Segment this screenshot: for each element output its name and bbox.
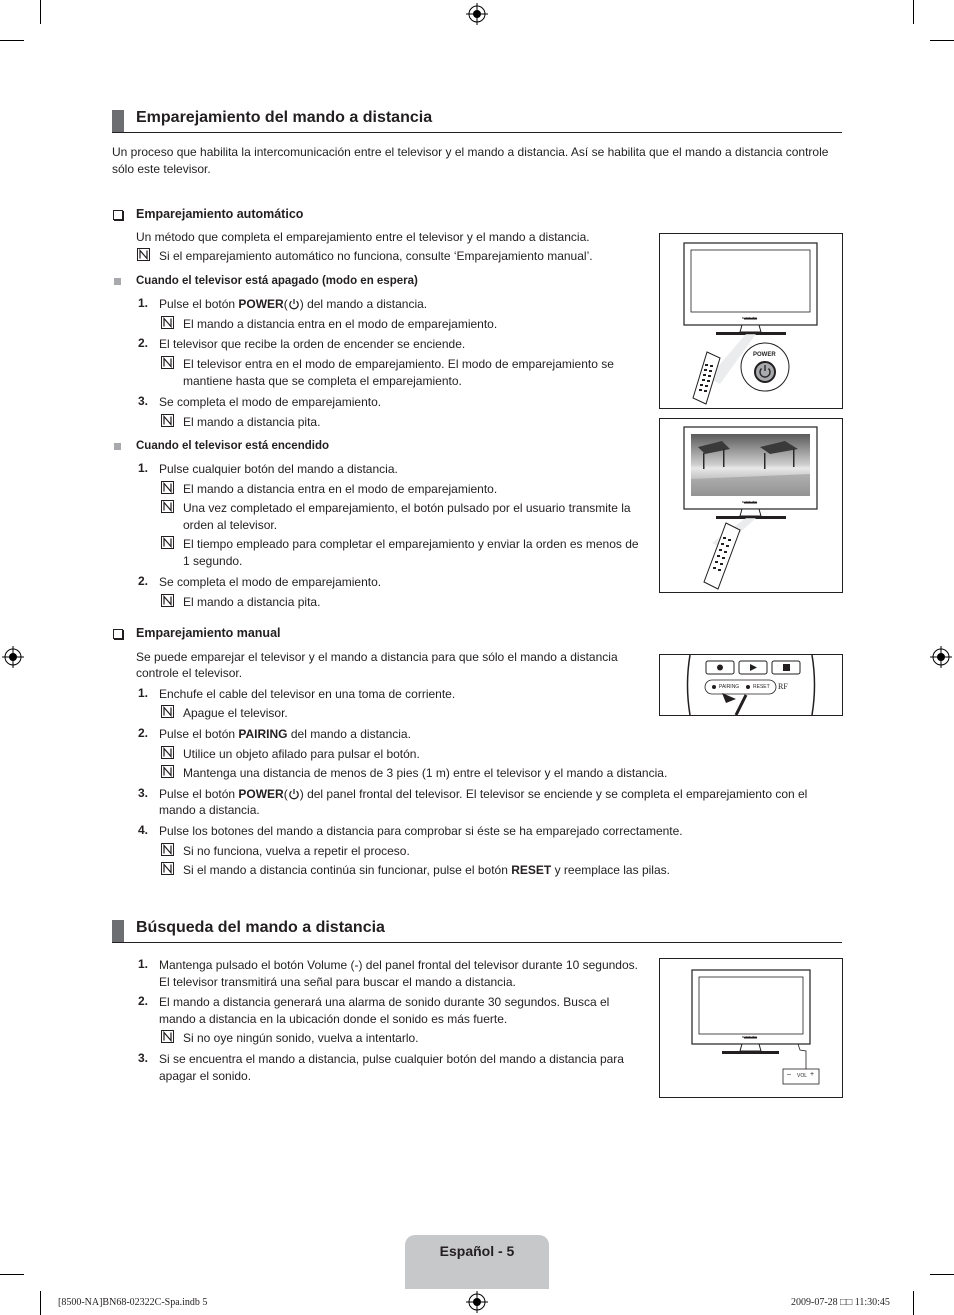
crop-mark <box>913 0 914 24</box>
figure-tv-on <box>659 418 843 593</box>
figure-tv-volume <box>659 958 843 1098</box>
standby-heading: Cuando el televisor está apagado (modo en espera) <box>136 275 418 287</box>
figure-pairing-button <box>659 654 843 716</box>
note-icon <box>161 536 174 549</box>
checkbox-bullet-icon <box>113 210 123 220</box>
registration-mark-icon <box>466 1291 488 1313</box>
crop-mark <box>913 1291 914 1315</box>
vol-minus: – <box>787 1071 791 1078</box>
search-note: Si no oye ningún sonido, vuelva a intentarlo. <box>183 1031 419 1045</box>
standby-note: El mando a distancia entra en el modo de emparejamiento. <box>183 317 498 331</box>
standby-note: mantiene hasta que se completa el emparejamiento. <box>183 374 462 388</box>
power-symbol-icon <box>288 298 300 310</box>
note-icon <box>161 746 174 759</box>
square-bullet-icon <box>114 278 121 285</box>
search-step2: mando a distancia en la ubicación donde el sonido es más fuerte. <box>159 1012 508 1026</box>
checkbox-bullet-icon <box>113 629 123 639</box>
search-step1: El televisor transmitirá una señal para buscar el mando a distancia. <box>159 975 516 989</box>
section-header-pairing <box>112 110 842 133</box>
on-step2: Se completa el modo de emparejamiento. <box>159 575 382 589</box>
reset-keyword: RESET <box>511 863 552 877</box>
note-text: y reemplace las pilas. <box>551 863 670 877</box>
crop-mark <box>930 40 954 41</box>
note-icon <box>161 843 174 856</box>
on-note: Una vez completado el emparejamiento, el botón pulsado por el usuario transmite la <box>183 501 631 515</box>
note-icon <box>161 481 174 494</box>
section-title: Búsqueda del mando a distancia <box>136 919 385 936</box>
search-step1: Mantenga pulsado el botón Volume (-) del panel frontal del televisor durante 10 segundos. <box>159 958 638 972</box>
step-text: del mando a distancia. <box>287 727 411 741</box>
manual-note: Utilice un objeto afilado para pulsar el botón. <box>183 747 420 761</box>
note-icon <box>161 862 174 875</box>
section-bar <box>112 110 124 132</box>
note-icon <box>161 594 174 607</box>
manual-note: Mantenga una distancia de menos de 3 pies (1 m) entre el televisor y el mando a distancia. <box>183 766 668 780</box>
reset-label: RESET <box>753 684 770 690</box>
manual-step3: Pulse el botón POWER( ) del panel frontal del televisor. El televisor se enciende y se completa el emparejamiento con el <box>159 787 808 801</box>
search-step2: El mando a distancia generará una alarma de sonido durante 30 segundos. Busca el <box>159 995 610 1009</box>
brand-logo: SAMSUNG <box>742 500 758 504</box>
step-number: 2. <box>138 726 149 740</box>
registration-mark-icon <box>466 3 488 25</box>
step-number: 4. <box>138 823 149 837</box>
step-number: 1. <box>138 686 149 700</box>
manual-note: Apague el televisor. <box>183 706 288 720</box>
step-number: 1. <box>138 296 149 310</box>
auto-desc: Un método que completa el emparejamiento entre el televisor y el mando a distancia. <box>136 230 590 244</box>
step-text: del panel frontal del televisor. El televisor se enciende y se completa el emparejamiento con el <box>303 787 808 801</box>
power-keyword: POWER <box>238 787 284 801</box>
auto-note: Si el emparejamiento automático no funciona, consulte ‘Emparejamiento manual’. <box>159 249 593 263</box>
step-number: 2. <box>138 574 149 588</box>
brand-logo: SAMSUNG <box>742 1035 758 1039</box>
note-icon <box>161 414 174 427</box>
standby-note: El mando a distancia pita. <box>183 415 321 429</box>
step-number: 3. <box>138 394 149 408</box>
on-note: El mando a distancia pita. <box>183 595 321 609</box>
search-step3: Si se encuentra el mando a distancia, pulse cualquier botón del mando a distancia para <box>159 1052 624 1066</box>
on-heading: Cuando el televisor está encendido <box>136 440 329 452</box>
note-icon <box>161 765 174 778</box>
note-icon <box>161 705 174 718</box>
on-note: 1 segundo. <box>183 554 243 568</box>
manual-note: Si no funciona, vuelva a repetir el proceso. <box>183 844 410 858</box>
power-symbol-icon <box>288 788 300 800</box>
step-number: 1. <box>138 957 149 971</box>
print-date-info: 2009-07-28 □□ 11:30:45 <box>791 1297 890 1308</box>
pairing-label: PAIRING <box>719 684 740 690</box>
manual-step1: Enchufe el cable del televisor en una toma de corriente. <box>159 687 456 701</box>
note-icon <box>137 248 150 261</box>
step-text: Pulse el botón <box>159 787 239 801</box>
vol-label: VOL <box>797 1073 808 1079</box>
crop-mark <box>0 1274 24 1275</box>
step-number: 2. <box>138 336 149 350</box>
note-icon <box>161 356 174 369</box>
registration-mark-icon <box>930 646 952 668</box>
step-text: Pulse el botón <box>159 727 239 741</box>
print-file-info: [8500-NA]BN68-02322C-Spa.indb 5 <box>58 1297 208 1308</box>
power-keyword: POWER <box>238 297 284 311</box>
step-number: 3. <box>138 1051 149 1065</box>
step-number: 2. <box>138 994 149 1008</box>
on-note: El tiempo empleado para completar el emparejamiento y enviar la orden es menos de <box>183 537 639 551</box>
manual-step4: Pulse los botones del mando a distancia para comprobar si éste se ha emparejado correctamente. <box>159 824 683 838</box>
registration-mark-icon <box>2 646 24 668</box>
standby-step2: El televisor que recibe la orden de encender se enciende. <box>159 337 466 351</box>
square-bullet-icon <box>114 443 121 450</box>
manual-step3-cont: mando a distancia. <box>159 803 260 817</box>
section-bar <box>112 920 124 942</box>
standby-step3: Se completa el modo de emparejamiento. <box>159 395 382 409</box>
section-title: Emparejamiento del mando a distancia <box>136 109 433 126</box>
on-note: orden al televisor. <box>183 518 278 532</box>
page-number: Español - 5 <box>439 1243 515 1259</box>
figure-tv-standby <box>659 233 843 409</box>
note-icon <box>161 500 174 513</box>
note-icon <box>161 1030 174 1043</box>
step-text: Pulse el botón <box>159 297 239 311</box>
crop-mark <box>930 1274 954 1275</box>
crop-mark <box>40 1291 41 1315</box>
intro-line: Un proceso que habilita la intercomunicación entre el televisor y el mando a distancia. Así se habilita que el mando a distancia controle <box>112 145 829 159</box>
rf-label: RF <box>778 682 788 691</box>
step-number: 1. <box>138 461 149 475</box>
crop-mark <box>0 40 24 41</box>
subheading-auto: Emparejamiento automático <box>136 207 304 221</box>
brand-logo: SAMSUNG <box>742 316 758 320</box>
standby-step1: Pulse el botón POWER( ) del mando a distancia. <box>159 297 428 311</box>
vol-plus: + <box>810 1071 815 1078</box>
crop-mark <box>40 0 41 24</box>
note-icon <box>161 316 174 329</box>
manual-step2 <box>159 726 411 743</box>
pairing-keyword: PAIRING <box>238 727 288 741</box>
section-header-search <box>112 920 842 943</box>
subheading-manual: Emparejamiento manual <box>136 626 281 640</box>
manual-desc: Se puede emparejar el televisor y el mando a distancia para que sólo el mando a distancia <box>136 650 618 664</box>
intro-line: sólo este televisor. <box>112 162 211 176</box>
on-step1: Pulse cualquier botón del mando a distancia. <box>159 462 398 476</box>
search-step3: apagar el sonido. <box>159 1069 252 1083</box>
step-text: del mando a distancia. <box>303 297 428 311</box>
standby-note: El televisor entra en el modo de emparejamiento. El modo de emparejamiento se <box>183 357 614 371</box>
on-note: El mando a distancia entra en el modo de emparejamiento. <box>183 482 498 496</box>
manual-note <box>183 862 670 879</box>
manual-desc: controle el televisor. <box>136 666 243 680</box>
note-text: Si el mando a distancia continúa sin funcionar, pulse el botón <box>183 863 512 877</box>
power-label: POWER <box>753 352 776 358</box>
step-number: 3. <box>138 786 149 800</box>
